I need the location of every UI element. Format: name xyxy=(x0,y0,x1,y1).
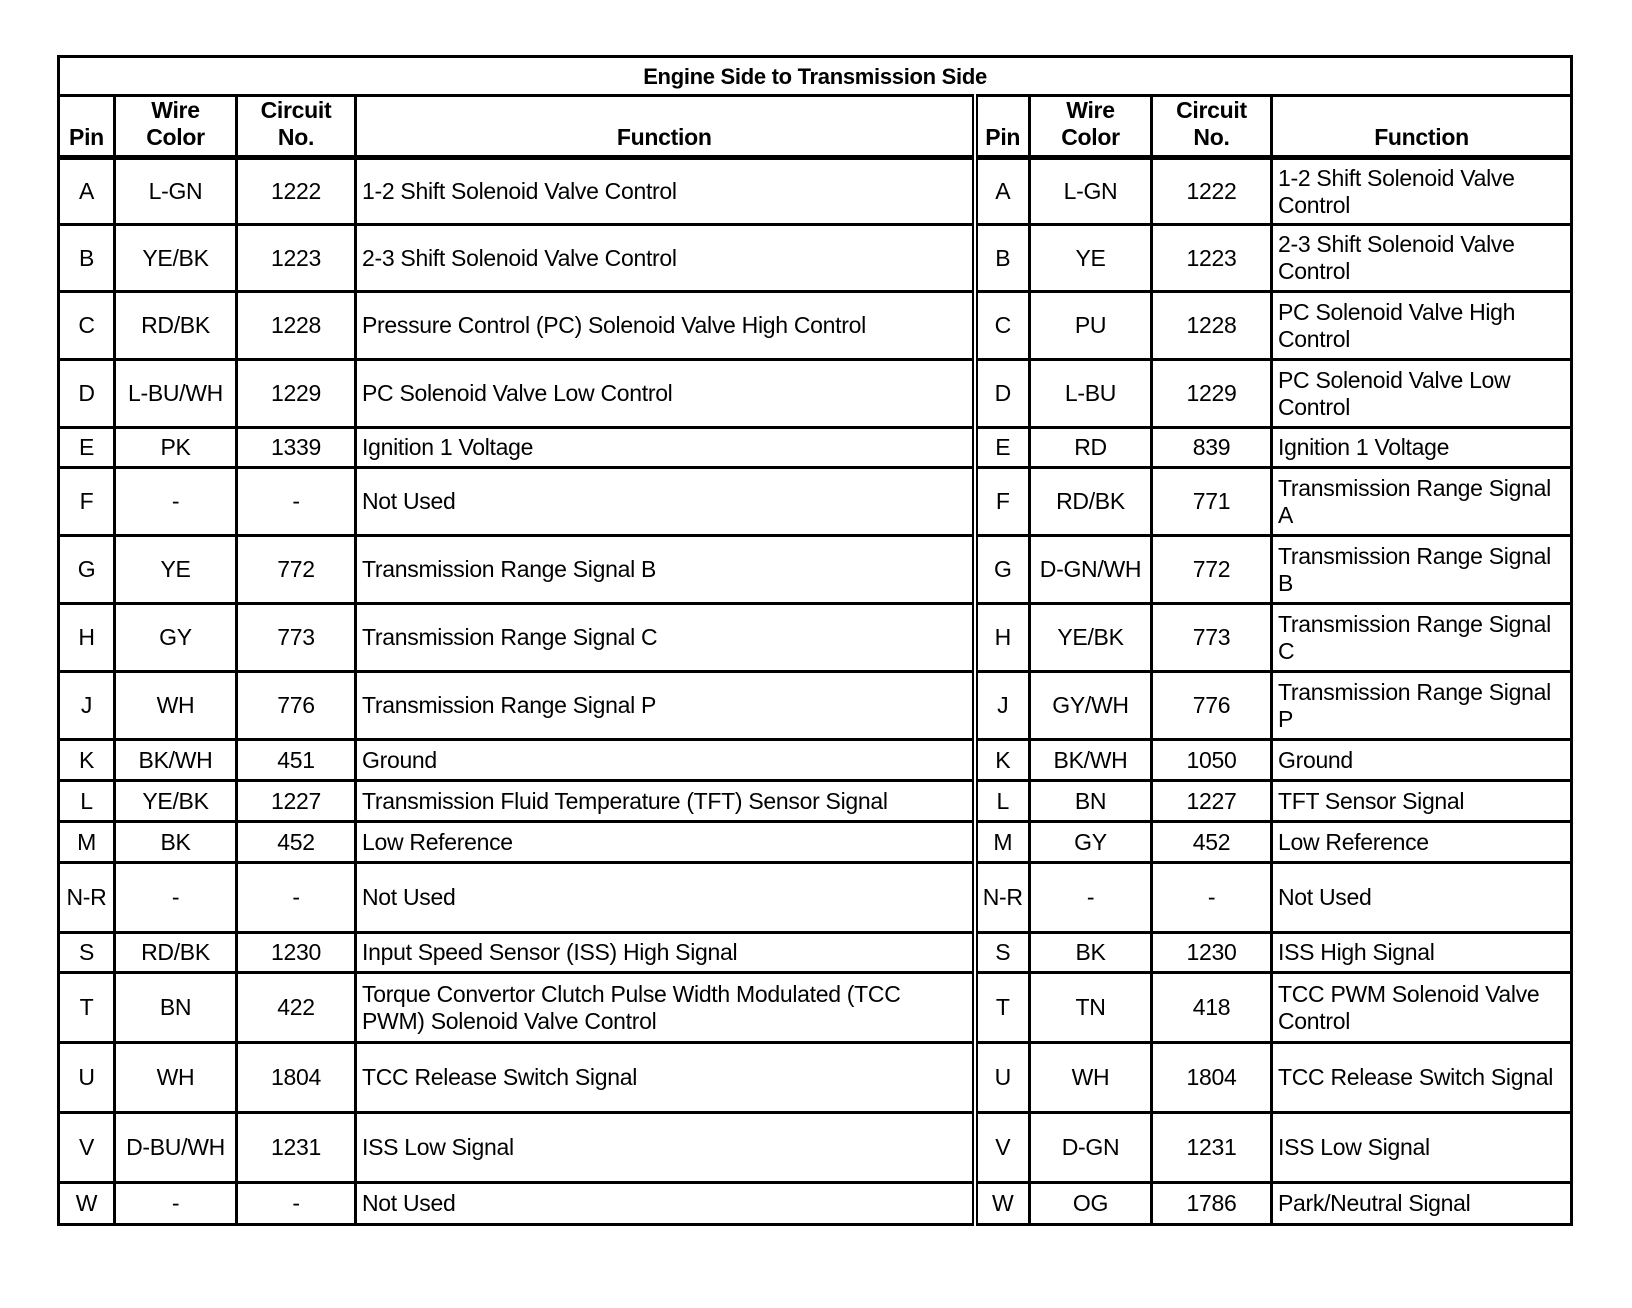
engine-function-cell: Torque Convertor Clutch Pulse Width Modulated (TCC PWM) Solenoid Valve Control xyxy=(356,973,975,1043)
table-row xyxy=(59,1043,1572,1113)
engine-circuit-cell: 451 xyxy=(237,740,356,781)
table-row xyxy=(59,933,1572,973)
table-row xyxy=(59,360,1572,428)
engine-wire-color-cell: L-BU/WH xyxy=(115,360,237,428)
table-row xyxy=(59,428,1572,468)
engine-function-cell: Ground xyxy=(356,740,975,781)
trans-function-cell: Ground xyxy=(1272,740,1572,781)
engine-wire-color-cell: L-GN xyxy=(115,158,237,225)
engine-wire-color-cell: - xyxy=(115,1183,237,1225)
trans-wire-color-cell: YE/BK xyxy=(1030,604,1152,672)
trans-pin-cell: A xyxy=(975,158,1030,225)
trans-wire-color-cell: BK xyxy=(1030,933,1152,973)
engine-wire-color-cell: BN xyxy=(115,973,237,1043)
trans-pin-cell: N-R xyxy=(975,863,1030,933)
engine-wire-color-cell: WH xyxy=(115,672,237,740)
trans-circuit-cell: 1222 xyxy=(1152,158,1272,225)
header-row xyxy=(59,96,1572,158)
engine-circuit-cell: 773 xyxy=(237,604,356,672)
engine-pin-cell: U xyxy=(59,1043,115,1113)
trans-function-cell: TCC PWM Solenoid Valve Control xyxy=(1272,973,1572,1043)
trans-function-cell: Park/Neutral Signal xyxy=(1272,1183,1572,1225)
engine-circuit-cell: - xyxy=(237,863,356,933)
engine-wire-color-cell: PK xyxy=(115,428,237,468)
trans-pin-header: Pin xyxy=(975,96,1030,158)
trans-pin-cell: T xyxy=(975,973,1030,1043)
trans-pin-cell: B xyxy=(975,225,1030,292)
engine-wire-color-cell: BK xyxy=(115,822,237,863)
engine-function-cell: Input Speed Sensor (ISS) High Signal xyxy=(356,933,975,973)
trans-wire-color-cell: TN xyxy=(1030,973,1152,1043)
engine-pin-cell: A xyxy=(59,158,115,225)
trans-circuit-cell: 1050 xyxy=(1152,740,1272,781)
trans-pin-cell: J xyxy=(975,672,1030,740)
trans-circuit-cell: - xyxy=(1152,863,1272,933)
engine-function-cell: Not Used xyxy=(356,1183,975,1225)
engine-function-cell: Not Used xyxy=(356,863,975,933)
engine-wire-color-cell: BK/WH xyxy=(115,740,237,781)
table-row xyxy=(59,604,1572,672)
trans-pin-cell: W xyxy=(975,1183,1030,1225)
trans-circuit-cell: 1227 xyxy=(1152,781,1272,822)
trans-circuit-cell: 452 xyxy=(1152,822,1272,863)
engine-pin-cell: B xyxy=(59,225,115,292)
engine-function-cell: Not Used xyxy=(356,468,975,536)
trans-function-cell: 1-2 Shift Solenoid Valve Control xyxy=(1272,158,1572,225)
engine-function-cell: Low Reference xyxy=(356,822,975,863)
engine-pin-cell: C xyxy=(59,292,115,360)
engine-pin-header: Pin xyxy=(59,96,115,158)
engine-function-cell: TCC Release Switch Signal xyxy=(356,1043,975,1113)
trans-function-cell: Transmission Range Signal B xyxy=(1272,536,1572,604)
table-row xyxy=(59,225,1572,292)
trans-wire-color-cell: D-GN/WH xyxy=(1030,536,1152,604)
trans-wire-color-cell: OG xyxy=(1030,1183,1152,1225)
engine-wire-color-cell: - xyxy=(115,863,237,933)
engine-wire-color-cell: GY xyxy=(115,604,237,672)
engine-circuit-cell: 1229 xyxy=(237,360,356,428)
trans-wire-color-cell: RD/BK xyxy=(1030,468,1152,536)
trans-function-cell: Transmission Range Signal P xyxy=(1272,672,1572,740)
engine-pin-cell: L xyxy=(59,781,115,822)
trans-wire-color-cell: L-BU xyxy=(1030,360,1152,428)
engine-wire-color-cell: YE/BK xyxy=(115,225,237,292)
trans-wire-color-cell: GY xyxy=(1030,822,1152,863)
table-row xyxy=(59,536,1572,604)
trans-function-cell: ISS High Signal xyxy=(1272,933,1572,973)
trans-function-cell: TCC Release Switch Signal xyxy=(1272,1043,1572,1113)
engine-circuit-cell: 1228 xyxy=(237,292,356,360)
trans-circuit-cell: 772 xyxy=(1152,536,1272,604)
trans-pin-cell: K xyxy=(975,740,1030,781)
trans-circuit-cell: 1230 xyxy=(1152,933,1272,973)
table-row xyxy=(59,1113,1572,1183)
engine-function-cell: Transmission Range Signal P xyxy=(356,672,975,740)
engine-wire-color-cell: RD/BK xyxy=(115,933,237,973)
engine-function-cell: Pressure Control (PC) Solenoid Valve High Control xyxy=(356,292,975,360)
engine-pin-cell: W xyxy=(59,1183,115,1225)
engine-pin-cell: N-R xyxy=(59,863,115,933)
trans-circuit-cell: 771 xyxy=(1152,468,1272,536)
table-row xyxy=(59,468,1572,536)
engine-wire-color-cell: YE/BK xyxy=(115,781,237,822)
trans-wire-color-cell: YE xyxy=(1030,225,1152,292)
engine-circuit-header: Circuit No. xyxy=(237,96,356,158)
engine-pin-cell: K xyxy=(59,740,115,781)
trans-circuit-cell: 839 xyxy=(1152,428,1272,468)
engine-wire-color-header: Wire Color xyxy=(115,96,237,158)
trans-wire-color-cell: - xyxy=(1030,863,1152,933)
engine-pin-cell: H xyxy=(59,604,115,672)
engine-circuit-cell: - xyxy=(237,1183,356,1225)
table-row xyxy=(59,1183,1572,1225)
table-row xyxy=(59,973,1572,1043)
engine-circuit-cell: 1227 xyxy=(237,781,356,822)
trans-function-cell: ISS Low Signal xyxy=(1272,1113,1572,1183)
trans-pin-cell: F xyxy=(975,468,1030,536)
table-row xyxy=(59,740,1572,781)
engine-circuit-cell: 422 xyxy=(237,973,356,1043)
trans-wire-color-cell: RD xyxy=(1030,428,1152,468)
trans-function-cell: Ignition 1 Voltage xyxy=(1272,428,1572,468)
trans-function-cell: Low Reference xyxy=(1272,822,1572,863)
engine-pin-cell: D xyxy=(59,360,115,428)
trans-pin-cell: U xyxy=(975,1043,1030,1113)
engine-function-header: Function xyxy=(356,96,975,158)
engine-circuit-cell: 772 xyxy=(237,536,356,604)
trans-pin-cell: D xyxy=(975,360,1030,428)
engine-function-cell: Transmission Range Signal B xyxy=(356,536,975,604)
trans-pin-cell: V xyxy=(975,1113,1030,1183)
trans-pin-cell: C xyxy=(975,292,1030,360)
trans-wire-color-cell: GY/WH xyxy=(1030,672,1152,740)
trans-function-cell: Transmission Range Signal C xyxy=(1272,604,1572,672)
engine-wire-color-cell: - xyxy=(115,468,237,536)
trans-function-cell: Transmission Range Signal A xyxy=(1272,468,1572,536)
table-row xyxy=(59,158,1572,225)
trans-circuit-cell: 1223 xyxy=(1152,225,1272,292)
trans-wire-color-cell: WH xyxy=(1030,1043,1152,1113)
engine-circuit-cell: 776 xyxy=(237,672,356,740)
trans-wire-color-cell: D-GN xyxy=(1030,1113,1152,1183)
trans-function-cell: TFT Sensor Signal xyxy=(1272,781,1572,822)
trans-function-cell: PC Solenoid Valve High Control xyxy=(1272,292,1572,360)
table-title: Engine Side to Transmission Side xyxy=(59,57,1572,96)
engine-pin-cell: S xyxy=(59,933,115,973)
engine-function-cell: 1-2 Shift Solenoid Valve Control xyxy=(356,158,975,225)
trans-wire-color-cell: BN xyxy=(1030,781,1152,822)
trans-wire-color-cell: BK/WH xyxy=(1030,740,1152,781)
trans-pin-cell: E xyxy=(975,428,1030,468)
trans-pin-cell: H xyxy=(975,604,1030,672)
trans-circuit-cell: 1229 xyxy=(1152,360,1272,428)
engine-pin-cell: V xyxy=(59,1113,115,1183)
engine-function-cell: Transmission Range Signal C xyxy=(356,604,975,672)
trans-wire-color-header: Wire Color xyxy=(1030,96,1152,158)
trans-wire-color-cell: PU xyxy=(1030,292,1152,360)
trans-function-cell: Not Used xyxy=(1272,863,1572,933)
engine-pin-cell: F xyxy=(59,468,115,536)
trans-circuit-cell: 1786 xyxy=(1152,1183,1272,1225)
engine-circuit-cell: 1223 xyxy=(237,225,356,292)
engine-pin-cell: T xyxy=(59,973,115,1043)
trans-circuit-cell: 418 xyxy=(1152,973,1272,1043)
engine-pin-cell: G xyxy=(59,536,115,604)
engine-circuit-cell: 1231 xyxy=(237,1113,356,1183)
engine-circuit-cell: 1339 xyxy=(237,428,356,468)
engine-pin-cell: J xyxy=(59,672,115,740)
trans-pin-cell: L xyxy=(975,781,1030,822)
engine-circuit-cell: 1222 xyxy=(237,158,356,225)
trans-function-cell: 2-3 Shift Solenoid Valve Control xyxy=(1272,225,1572,292)
trans-circuit-cell: 773 xyxy=(1152,604,1272,672)
engine-function-cell: 2-3 Shift Solenoid Valve Control xyxy=(356,225,975,292)
table-row xyxy=(59,822,1572,863)
engine-function-cell: PC Solenoid Valve Low Control xyxy=(356,360,975,428)
engine-wire-color-cell: YE xyxy=(115,536,237,604)
engine-wire-color-cell: WH xyxy=(115,1043,237,1113)
trans-circuit-header: Circuit No. xyxy=(1152,96,1272,158)
engine-wire-color-cell: D-BU/WH xyxy=(115,1113,237,1183)
table-row xyxy=(59,863,1572,933)
trans-pin-cell: G xyxy=(975,536,1030,604)
trans-circuit-cell: 776 xyxy=(1152,672,1272,740)
engine-circuit-cell: 1804 xyxy=(237,1043,356,1113)
trans-pin-cell: M xyxy=(975,822,1030,863)
engine-function-cell: Ignition 1 Voltage xyxy=(356,428,975,468)
table-row xyxy=(59,672,1572,740)
engine-function-cell: Transmission Fluid Temperature (TFT) Sensor Signal xyxy=(356,781,975,822)
engine-circuit-cell: 452 xyxy=(237,822,356,863)
trans-circuit-cell: 1231 xyxy=(1152,1113,1272,1183)
trans-function-cell: PC Solenoid Valve Low Control xyxy=(1272,360,1572,428)
engine-function-cell: ISS Low Signal xyxy=(356,1113,975,1183)
trans-pin-cell: S xyxy=(975,933,1030,973)
table-row xyxy=(59,781,1572,822)
table-row xyxy=(59,292,1572,360)
engine-pin-cell: M xyxy=(59,822,115,863)
engine-circuit-cell: - xyxy=(237,468,356,536)
trans-wire-color-cell: L-GN xyxy=(1030,158,1152,225)
engine-wire-color-cell: RD/BK xyxy=(115,292,237,360)
engine-circuit-cell: 1230 xyxy=(237,933,356,973)
trans-circuit-cell: 1228 xyxy=(1152,292,1272,360)
connector-pinout-table xyxy=(57,55,1573,1226)
trans-circuit-cell: 1804 xyxy=(1152,1043,1272,1113)
engine-pin-cell: E xyxy=(59,428,115,468)
trans-function-header: Function xyxy=(1272,96,1572,158)
